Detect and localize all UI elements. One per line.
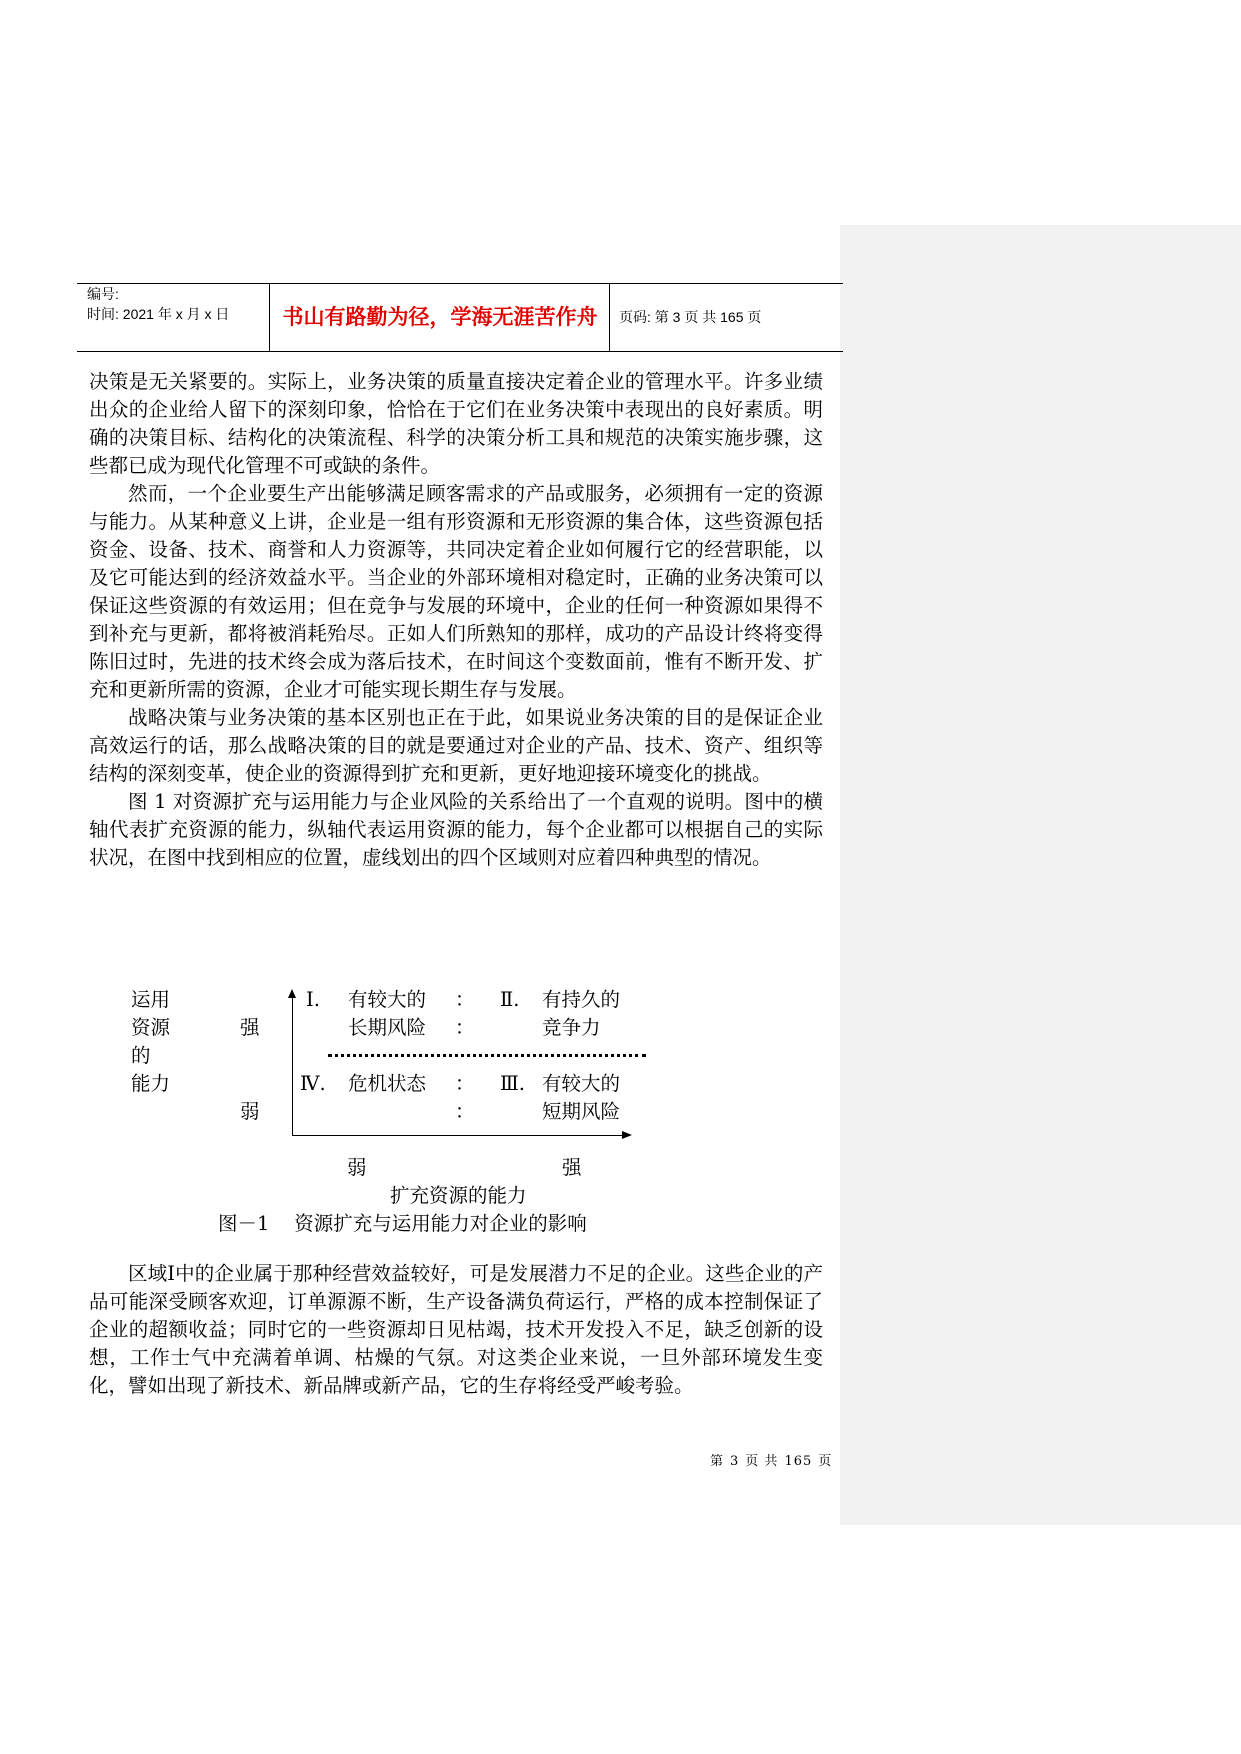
page-header: [77, 283, 843, 352]
footer-mid: 页 共: [745, 1454, 779, 1469]
quadrant-divider: ：: [455, 1016, 475, 1039]
y-axis-label-line: 资源: [131, 1016, 171, 1039]
document-time-label: 时间: 2021 年 x 月 x 日: [87, 306, 230, 322]
quadrant-3-label: 有较大的: [542, 1072, 621, 1095]
quadrant-4-label: 危机状态: [348, 1072, 427, 1095]
paragraph: 战略决策与业务决策的基本区别也正在于此，如果说业务决策的目的是保证企业高效运行的话，那么战略决策的目的就是要通过对企业的产品、技术、资产、组织等结构的深刻变革，使企业的资源得到扩充和更新，更好地迎接环境变化的挑战。: [89, 706, 823, 785]
paragraph: 决策是无关紧要的。实际上，业务决策的质量直接决定着企业的管理水平。许多业绩出众的企业给人留下的深刻印象，恰恰在于它们在业务决策中表现出的良好素质。明确的决策目标、结构化的决策流程、科学的决策分析工具和规范的决策实施步骤，这些都已成为现代化管理不可或缺的条件。: [89, 370, 823, 477]
x-axis-arrow-icon: [622, 1131, 632, 1139]
figure-caption: 图－1 资源扩充与运用能力对企业的影响: [218, 1212, 587, 1235]
quadrant-dotted-divider: [328, 1054, 646, 1057]
quadrant-1-label: 有较大的: [348, 988, 427, 1011]
x-axis-label: 扩充资源的能力: [390, 1184, 527, 1207]
comment-pane: [840, 225, 1241, 1525]
y-strong-label: 强: [240, 1016, 260, 1039]
x-strong-label: 强: [562, 1156, 582, 1179]
x-weak-label: 弱: [347, 1156, 367, 1179]
y-axis-arrow-icon: [288, 989, 296, 998]
quadrant-4-numeral: Ⅳ.: [300, 1072, 326, 1095]
paragraph: 然而，一个企业要生产出能够满足顾客需求的产品或服务，必须拥有一定的资源与能力。从某种意义上讲，企业是一组有形资源和无形资源的集合体，这些资源包括资金、设备、技术、商誉和人力资源等，共同决定着企业如何履行它的经营职能，以及它可能达到的经济效益水平。当企业的外部环境相对稳定时，正确的业务决策可以保证这些资源的有效运用；但在竞争与发展的环境中，企业的任何一种资源如果得不到补充与更新，都将被消耗殆尽。正如人们所熟知的那样，成功的产品设计终将变得陈旧过时，先进的技术终会成为落后技术，在时间这个变数面前，惟有不断开发、扩充和更新所需的资源，企业才可能实现长期生存与发展。: [89, 482, 823, 701]
y-axis-label-line: 的: [131, 1044, 151, 1067]
footer-total-pages: 165: [784, 1454, 813, 1469]
paragraph: 区域Ⅰ中的企业属于那种经营效益较好，可是发展潜力不足的企业。这些企业的产品可能深受顾客欢迎，订单源源不断，生产设备满负荷运行，严格的成本控制保证了企业的超额收益；同时它的一些资源却日见枯竭，技术开发投入不足，缺乏创新的设想，工作士气中充满着单调、枯燥的气氛。对这类企业来说，一旦外部环境发生变化，譬如出现了新技术、新品牌或新产品，它的生存将经受严峻考验。: [89, 1262, 823, 1397]
header-divider: [609, 284, 610, 351]
y-axis-label-line: 能力: [131, 1072, 171, 1095]
quadrant-divider: ：: [455, 1072, 475, 1095]
header-meta: [87, 284, 287, 351]
footer-suffix: 页: [818, 1454, 833, 1469]
quadrant-divider: ：: [455, 988, 475, 1011]
quadrant-1-label: 长期风险: [348, 1016, 427, 1039]
header-motto: 书山有路勤为径，学海无涯苦作舟: [282, 306, 598, 329]
quadrant-2-numeral: Ⅱ.: [500, 988, 520, 1011]
y-axis-label-line: 运用: [131, 988, 171, 1011]
body-text-top: [89, 368, 823, 872]
x-axis-line: [292, 1135, 622, 1136]
quadrant-3-numeral: Ⅲ.: [500, 1072, 526, 1095]
quadrant-3-label: 短期风险: [542, 1100, 621, 1123]
y-axis-line: [292, 997, 293, 1135]
footer-page-number: 3: [730, 1454, 740, 1469]
document-number-label: 编号:: [87, 286, 119, 302]
y-weak-label: 弱: [240, 1100, 260, 1123]
body-text-bottom: [89, 1260, 823, 1400]
quadrant-1-numeral: Ⅰ.: [306, 988, 320, 1011]
quadrant-divider: ：: [455, 1100, 475, 1123]
paragraph: 图 1 对资源扩充与运用能力与企业风险的关系给出了一个直观的说明。图中的横轴代表扩充资源的能力，纵轴代表运用资源的能力，每个企业都可以根据自己的实际状况，在图中找到相应的位置，虚线划出的四个区域则对应着四种典型的情况。: [89, 790, 823, 869]
page-footer: [707, 1450, 835, 1469]
quadrant-2-label: 竞争力: [542, 1016, 601, 1039]
footer-prefix: 第: [710, 1454, 725, 1469]
header-page-number: 页码: 第 3 页 共 165 页: [619, 309, 762, 325]
quadrant-2-label: 有持久的: [542, 988, 621, 1011]
